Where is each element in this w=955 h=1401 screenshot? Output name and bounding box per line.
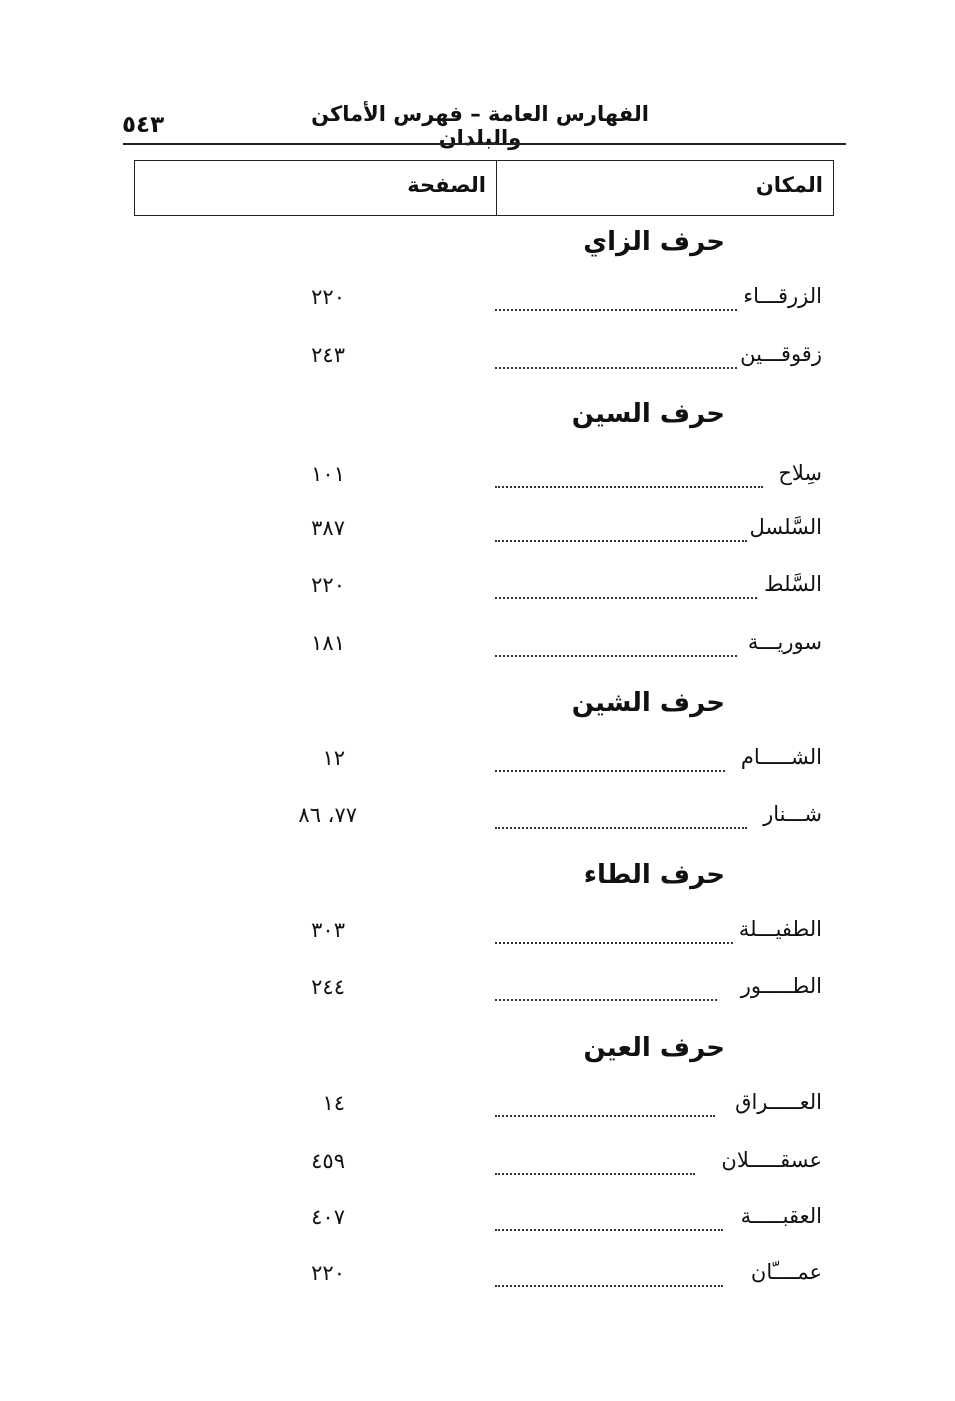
place-name: الطفيـــلة [738, 917, 822, 941]
place-name: السَّلط [764, 572, 822, 596]
running-header-title: الفهارس العامة – فهرس الأماكن والبلدان [311, 102, 649, 150]
leader-dots [495, 655, 737, 657]
place-name: عسقـــــلان [721, 1148, 822, 1172]
section-heading: حرف الزاي [583, 227, 725, 257]
page-ref: ٤٥٩ [311, 1149, 345, 1173]
leader-dots [495, 1115, 715, 1117]
leader-dots [495, 770, 725, 772]
leader-dots [495, 1229, 723, 1231]
column-header-table [134, 160, 834, 216]
index-entry [0, 340, 955, 380]
index-entry [0, 743, 955, 783]
page-ref: ٢٢٠ [311, 1261, 345, 1285]
index-entry [0, 972, 955, 1012]
leader-dots [495, 942, 733, 944]
index-entry [0, 1258, 955, 1298]
section-heading: حرف العين [583, 1033, 725, 1063]
leader-dots [495, 540, 747, 542]
page-number: ٥٤٣ [122, 112, 165, 138]
index-entry [0, 800, 955, 840]
section-heading: حرف الشين [571, 688, 725, 718]
place-name: العقبـــــة [740, 1204, 822, 1228]
column-header-page-label: الصفحة [407, 173, 486, 197]
page-ref: ٧٧، ٨٦ [298, 803, 357, 827]
page-ref: ٣٠٣ [311, 918, 345, 942]
leader-dots [495, 1173, 695, 1175]
leader-dots [495, 309, 737, 311]
page-ref: ٢٤٣ [311, 343, 345, 367]
leader-dots [495, 1285, 723, 1287]
place-name: الزرقـــاء [743, 284, 822, 308]
index-entry [0, 513, 955, 553]
page-ref: ٢٢٠ [311, 573, 345, 597]
place-name: الشـــــام [740, 745, 822, 769]
column-header-place-label: المكان [755, 173, 823, 197]
index-entry [0, 1146, 955, 1186]
index-entry [0, 570, 955, 610]
page-ref: ١٠١ [311, 462, 345, 486]
section-heading: حرف الطاء [583, 860, 725, 890]
page-ref: ١٨١ [311, 631, 345, 655]
place-name: سوريـــة [747, 630, 822, 654]
index-entry [0, 1088, 955, 1128]
section-heading: حرف السين [571, 399, 725, 429]
index-entry [0, 459, 955, 499]
place-name: العـــــراق [735, 1090, 822, 1114]
place-name: عمــــّان [750, 1260, 822, 1284]
index-entry [0, 915, 955, 955]
leader-dots [495, 827, 747, 829]
place-name: السَّلسل [749, 515, 822, 539]
leader-dots [495, 486, 763, 488]
index-entry [0, 628, 955, 668]
place-name: شـــنار [763, 802, 822, 826]
page-ref: ٢٤٤ [311, 975, 345, 999]
index-entry [0, 282, 955, 322]
column-header-place [496, 161, 833, 215]
place-name: الطـــــور [740, 974, 822, 998]
place-name: زقوقـــين [740, 342, 822, 366]
place-name: سِلاح [778, 461, 822, 485]
leader-dots [495, 999, 717, 1001]
column-header-page [135, 161, 496, 215]
page-ref: ١٤ [322, 1091, 345, 1115]
leader-dots [495, 597, 757, 599]
index-entry [0, 1202, 955, 1242]
page-ref: ٢٢٠ [311, 285, 345, 309]
leader-dots [495, 367, 737, 369]
page-ref: ١٢ [322, 746, 345, 770]
header-rule [123, 143, 846, 145]
page-ref: ٣٨٧ [311, 516, 345, 540]
page-ref: ٤٠٧ [311, 1205, 345, 1229]
